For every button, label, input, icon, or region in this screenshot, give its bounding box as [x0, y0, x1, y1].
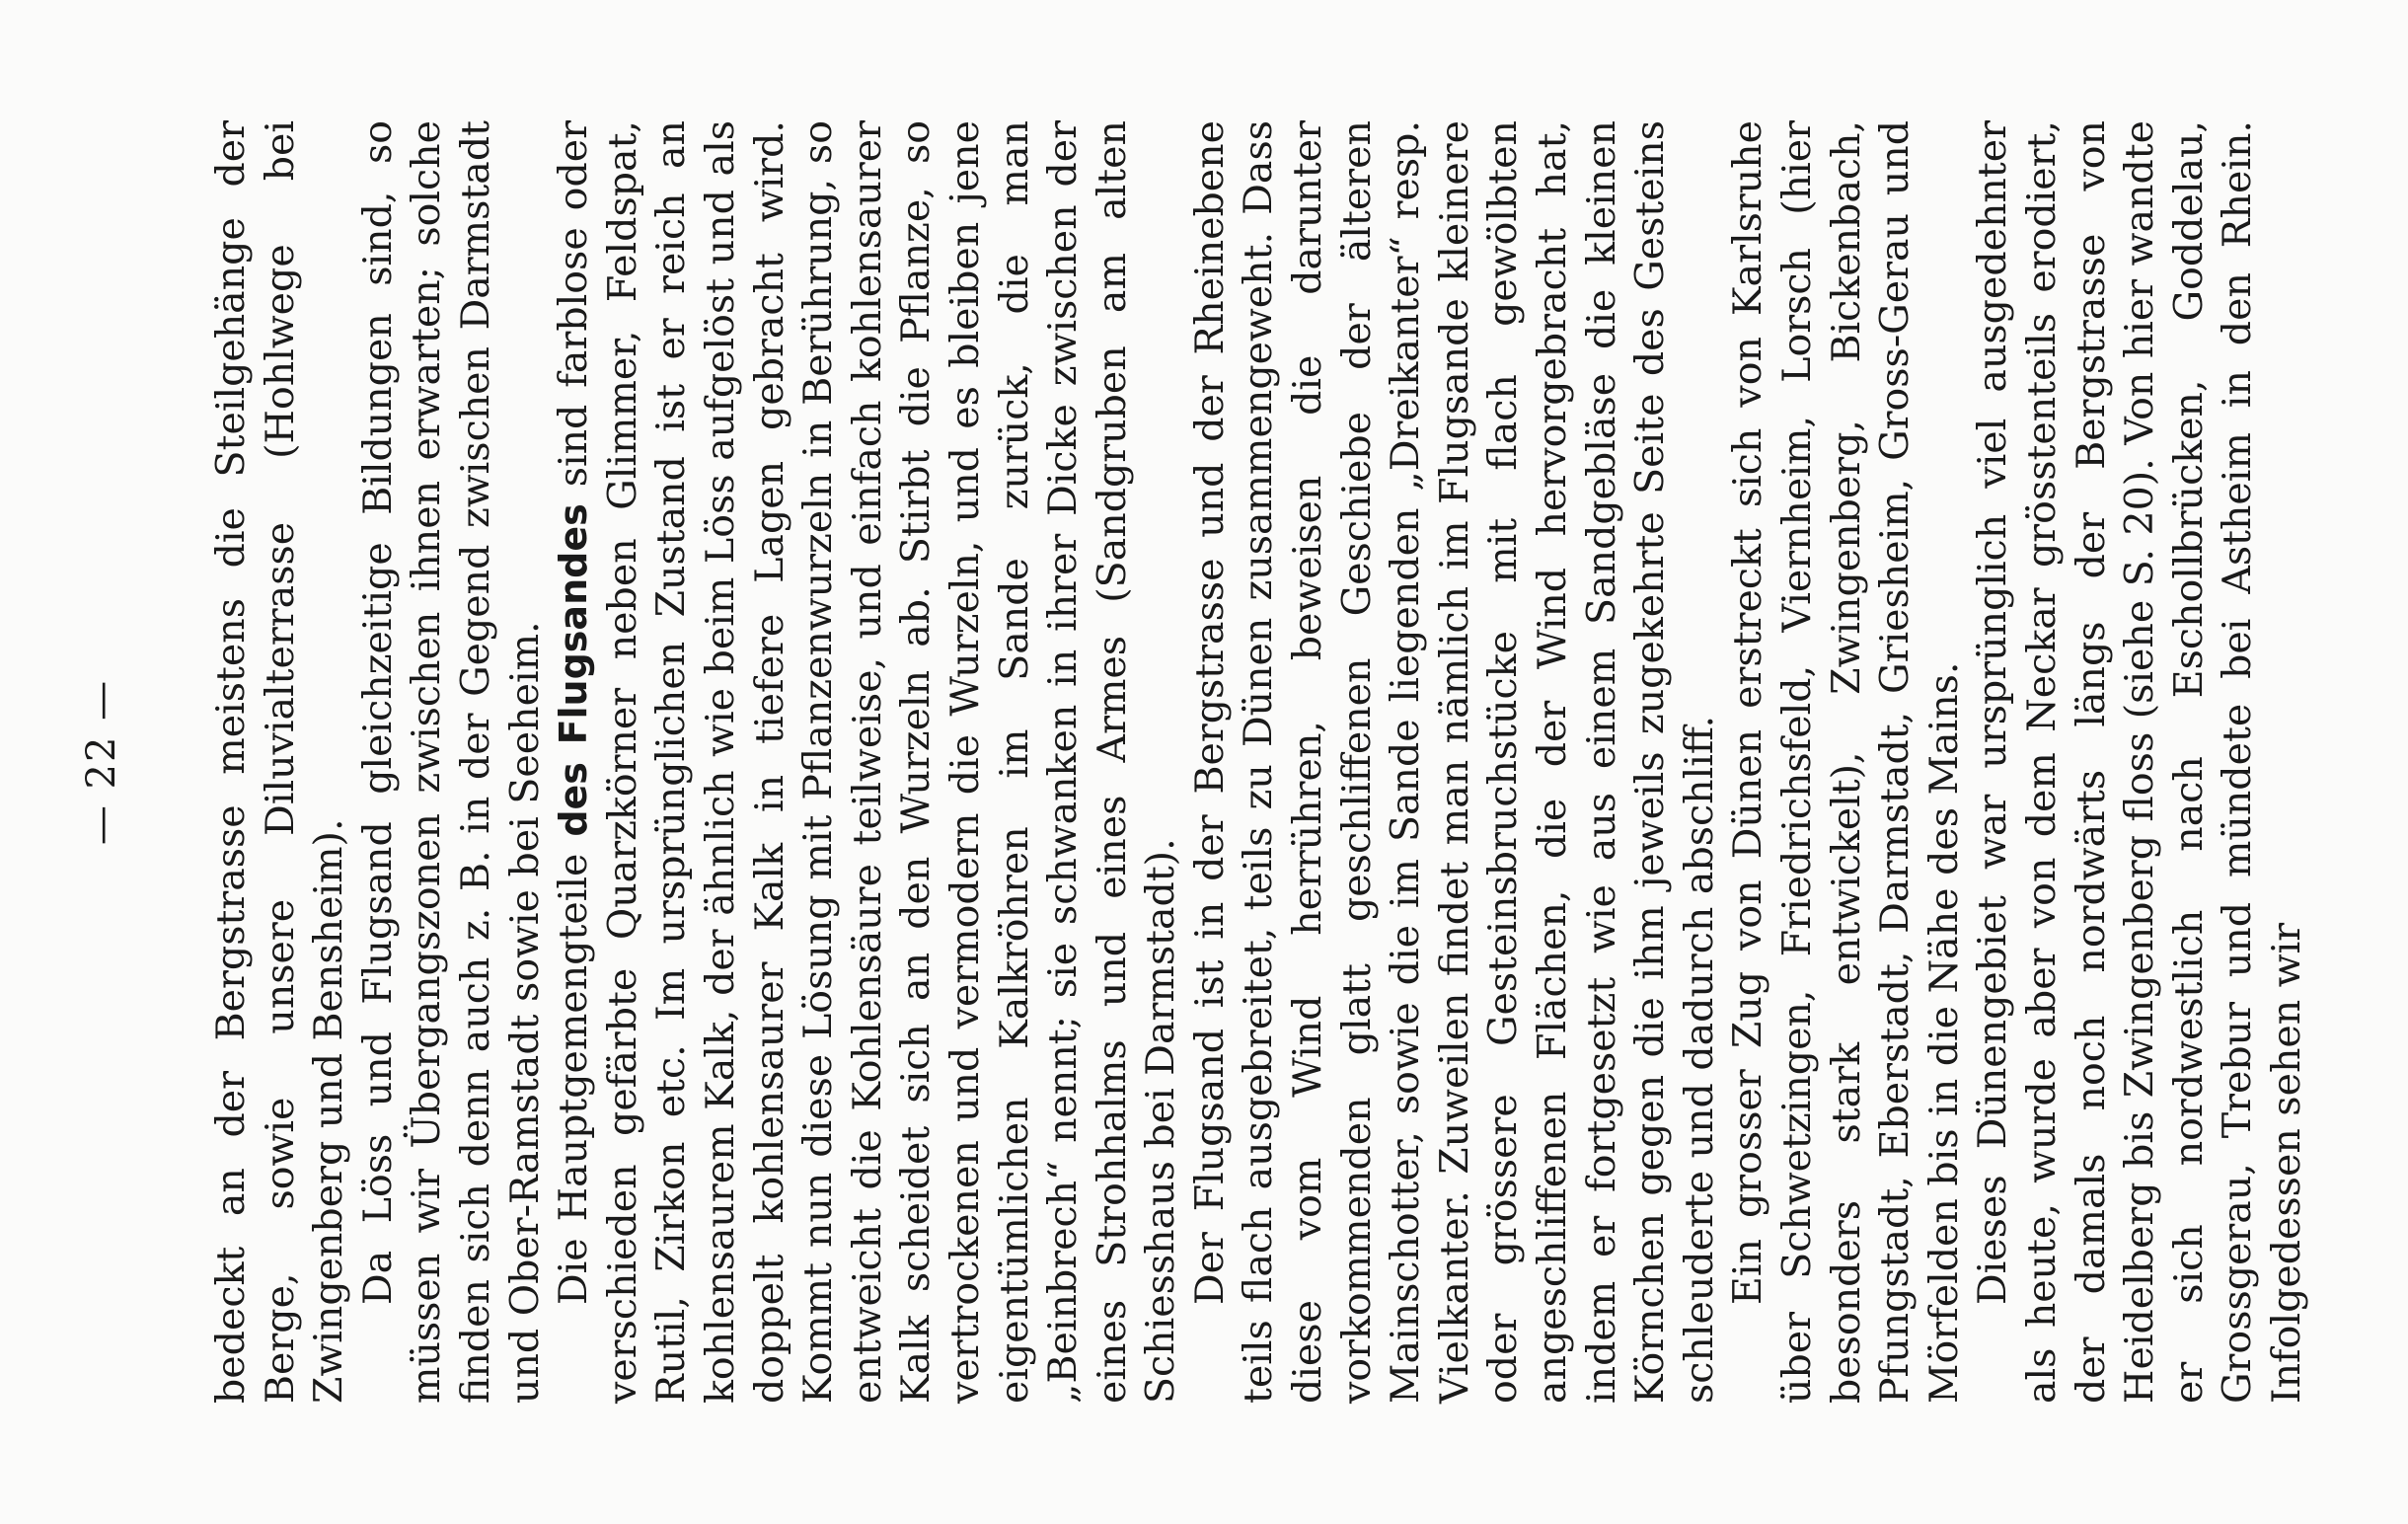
paragraph-3-before: Die Hauptgemengteile	[551, 836, 597, 1305]
paragraph-3	[550, 120, 1186, 1404]
paragraph-5: Ein grosser Zug von Dünen erstreckt sich von Karlsruhe über Schwetzingen, Friedrichsfeld, Viernheim, Lorsch (hier besonders stark entwickelt), Zwingenberg, Bickenbach, Pfungstadt, Eberstadt, Darmstadt, Griesheim, Gross-Gerau und Mörfelden bis in die Nähe des Mains.	[1725, 120, 1967, 1404]
paragraph-6: Dieses Dünengebiet war ursprünglich viel ausgedehnter als heute, wurde aber von dem Neckar grösstenteils erodiert, der damals noch nordwärts längs der Bergstrasse von Heidelberg bis Zwingenberg floss (siehe S. 20). Von hier wandte er sich nordwestlich nach Eschollbrücken, Goddelau, Grossgerau, Trebur und mündete bei Astheim in den Rhein. Infolgedessen sehen wir	[1970, 120, 2309, 1404]
page-number: — 22 —	[79, 678, 124, 846]
paragraph-4: Der Flugsand ist in der Bergstrasse und der Rheinebene teils flach ausgebreitet, teils zu Dünen zusammengeweht. Dass diese vom Wind herrühren, beweisen die darunter vorkommenden glatt geschliffenen Geschiebe der älteren Mainschotter, sowie die im Sande liegenden „Dreikanter“ resp. Vielkanter. Zuweilen findet man nämlich im Flugsande kleinere oder grössere Gesteinsbruchstücke mit flach gewölbten angeschliffenen Flächen, die der Wind hervorgebracht hat, indem er fortgesetzt wie aus einem Sandgebläse die kleinen Körnchen gegen die ihm jeweils zugekehrte Seite des Gesteins schleuderte und dadurch abschliff.	[1186, 120, 1722, 1404]
book-page	[59, 120, 2349, 1404]
paragraph-1: bedeckt an der Bergstrasse meistens die Steilgehänge der Berge, sowie unsere Diluvialterrasse (Hohlwege bei Zwingenberg und Bensheim).	[208, 120, 352, 1404]
paragraph-2: Da Löss und Flugsand gleichzeitige Bildungen sind, so müssen wir Übergangszonen zwischen ihnen erwarten; solche finden sich denn auch z. B. in der Gegend zwischen Darmstadt und Ober-Ramstadt sowie bei Seeheim.	[354, 120, 548, 1404]
paragraph-3-after: sind farblose oder verschieden gefärbte Quarzkörner neben Glimmer, Feldspat, Rutil, Zirkon etc. Im ursprünglichen Zustand ist er reich an kohlensaurem Kalk, der ähnlich wie beim Löss aufgelöst und als doppelt kohlensaurer Kalk in tiefere Lagen gebracht wird. Kommt nun diese Lösung mit Pflanzenwurzeln in Berührung, so entweicht die Kohlensäure teilweise, und einfach kohlensaurer Kalk scheidet sich an den Wurzeln ab. Stirbt die Pflanze, so vertrockenen und vermodern die Wurzeln, und es bleiben jene eigentümlichen Kalkröhren im Sande zurück, die man „Beinbrech“ nennt; sie schwanken in ihrer Dicke zwischen der eines Strohhalms und eines Armes (Sandgruben am alten Schiesshaus bei Darmstadt).	[551, 120, 1184, 1404]
flugsand-heading-emphasis: des Flugsandes	[552, 503, 596, 837]
body-text	[207, 120, 2312, 1404]
